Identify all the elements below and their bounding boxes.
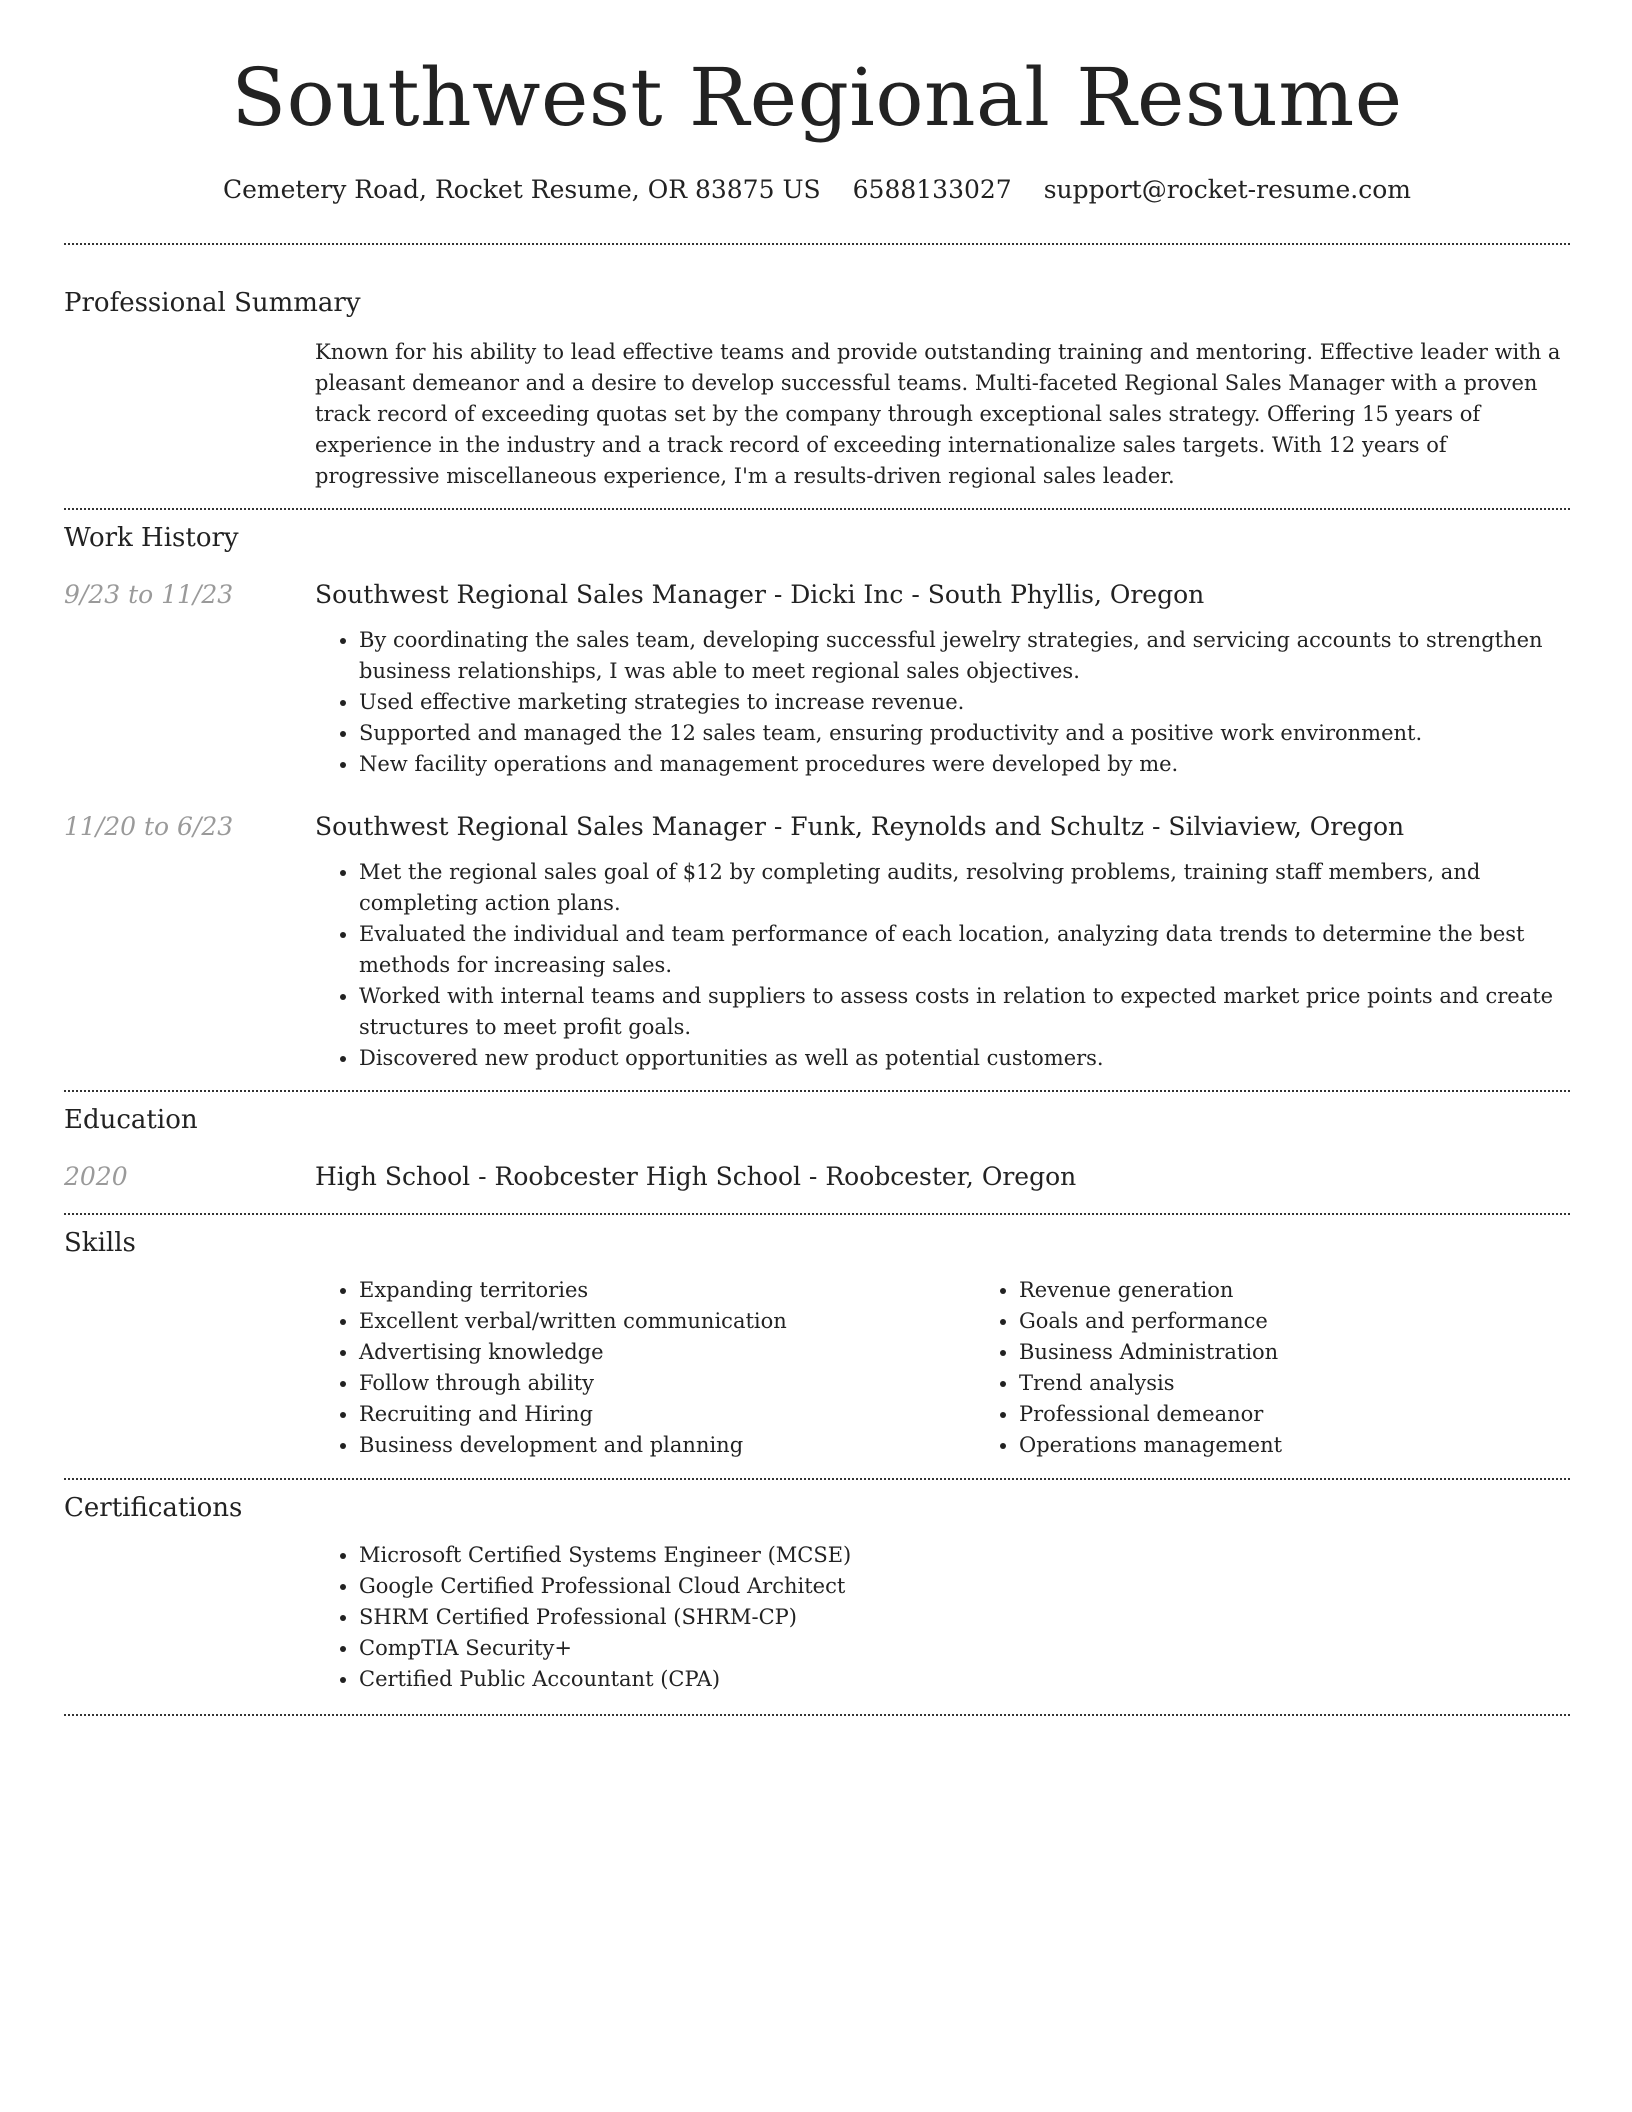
list-item: • Google Certified Professional Cloud Architect bbox=[359, 1571, 1570, 1602]
job-bullets bbox=[315, 625, 1570, 780]
list-item: • Follow through ability bbox=[359, 1368, 975, 1399]
list-item: • Business Administration bbox=[1019, 1337, 1632, 1368]
skills-spacer bbox=[64, 1275, 315, 1461]
resume-page bbox=[64, 0, 1570, 1716]
job-bullets bbox=[315, 857, 1570, 1074]
divider bbox=[64, 1213, 1570, 1215]
list-item: • Certified Public Accountant (CPA) bbox=[359, 1664, 1570, 1695]
contact-address: Cemetery Road, Rocket Resume, OR 83875 US bbox=[222, 175, 821, 204]
list-item: • Recruiting and Hiring bbox=[359, 1399, 975, 1430]
skills-list-right bbox=[975, 1275, 1632, 1461]
list-item: • Expanding territories bbox=[359, 1275, 975, 1306]
section-title-certifications: Certifications bbox=[64, 1493, 243, 1523]
summary-text: Known for his ability to lead effective teams and provide outstanding training and mentoring. Effective leader with a pleasant demeanor and a desire to develop successful teams. Multi-faceted Regional Sales Manager with a proven track record of exceeding quotas set by the company through exceptional sales strategy. Offering 15 years of experience in the industry and a track record of exceeding internationalize sales targets. With 12 years of progressive miscellaneous experience, I'm a results-driven regional sales leader. bbox=[315, 340, 1561, 488]
education-year: 2020 bbox=[64, 1162, 128, 1191]
education-heading: High School - Roobcester High School - Roobcester, Oregon bbox=[315, 1162, 1077, 1191]
job-dates: 11/20 to 6/23 bbox=[64, 812, 234, 841]
contact-phone: 6588133027 bbox=[852, 175, 1012, 204]
certifications-row bbox=[64, 1540, 1570, 1695]
list-item: • Revenue generation bbox=[1019, 1275, 1632, 1306]
summary-row bbox=[64, 337, 1570, 492]
list-item: • Met the regional sales goal of $12 by completing audits, resolving problems, training staff members, and completing action plans. bbox=[359, 857, 1570, 919]
resume-name: Southwest Regional Resume bbox=[231, 51, 1403, 144]
job-dates: 9/23 to 11/23 bbox=[64, 580, 234, 609]
contact-email: support@rocket-resume.com bbox=[1043, 175, 1412, 204]
section-title-work-history: Work History bbox=[64, 523, 239, 553]
list-item: • Business development and planning bbox=[359, 1430, 975, 1461]
job-heading: Southwest Regional Sales Manager - Funk, Reynolds and Schultz - Silviaview, Oregon bbox=[315, 812, 1405, 841]
list-item: • Advertising knowledge bbox=[359, 1337, 975, 1368]
list-item: • SHRM Certified Professional (SHRM-CP) bbox=[359, 1602, 1570, 1633]
section-title-skills: Skills bbox=[64, 1228, 136, 1258]
list-item: • Supported and managed the 12 sales team, ensuring productivity and a positive work environment. bbox=[359, 718, 1570, 749]
education-entry bbox=[64, 1160, 1570, 1194]
list-item: • Microsoft Certified Systems Engineer (MCSE) bbox=[359, 1540, 1570, 1571]
list-item: • Trend analysis bbox=[1019, 1368, 1632, 1399]
contact-line bbox=[64, 174, 1570, 206]
divider bbox=[64, 1478, 1570, 1480]
list-item: • New facility operations and management procedures were developed by me. bbox=[359, 749, 1570, 780]
job-entry bbox=[64, 578, 1570, 780]
list-item: • Excellent verbal/written communication bbox=[359, 1306, 975, 1337]
list-item: • Goals and performance bbox=[1019, 1306, 1632, 1337]
section-title-summary: Professional Summary bbox=[64, 288, 361, 318]
job-heading: Southwest Regional Sales Manager - Dicki Inc - South Phyllis, Oregon bbox=[315, 580, 1205, 609]
job-entry bbox=[64, 810, 1570, 1074]
skills-row bbox=[64, 1275, 1570, 1461]
list-item: • Used effective marketing strategies to increase revenue. bbox=[359, 687, 1570, 718]
list-item: • Professional demeanor bbox=[1019, 1399, 1632, 1430]
list-item: • By coordinating the sales team, developing successful jewelry strategies, and servicing accounts to strengthen business relationships, I was able to meet regional sales objectives. bbox=[359, 625, 1570, 687]
skills-list-left bbox=[315, 1275, 975, 1461]
list-item: • Discovered new product opportunities as well as potential customers. bbox=[359, 1043, 1570, 1074]
divider bbox=[64, 1090, 1570, 1092]
divider bbox=[64, 243, 1570, 245]
list-item: • CompTIA Security+ bbox=[359, 1633, 1570, 1664]
certifications-spacer bbox=[64, 1540, 315, 1695]
divider bbox=[64, 1714, 1570, 1716]
list-item: • Operations management bbox=[1019, 1430, 1632, 1461]
section-title-education: Education bbox=[64, 1105, 198, 1135]
divider bbox=[64, 508, 1570, 510]
list-item: • Worked with internal teams and suppliers to assess costs in relation to expected market price points and create structures to meet profit goals. bbox=[359, 981, 1570, 1043]
list-item: • Evaluated the individual and team performance of each location, analyzing data trends to determine the best methods for increasing sales. bbox=[359, 919, 1570, 981]
certifications-list bbox=[315, 1540, 1570, 1695]
summary-spacer bbox=[64, 337, 315, 492]
